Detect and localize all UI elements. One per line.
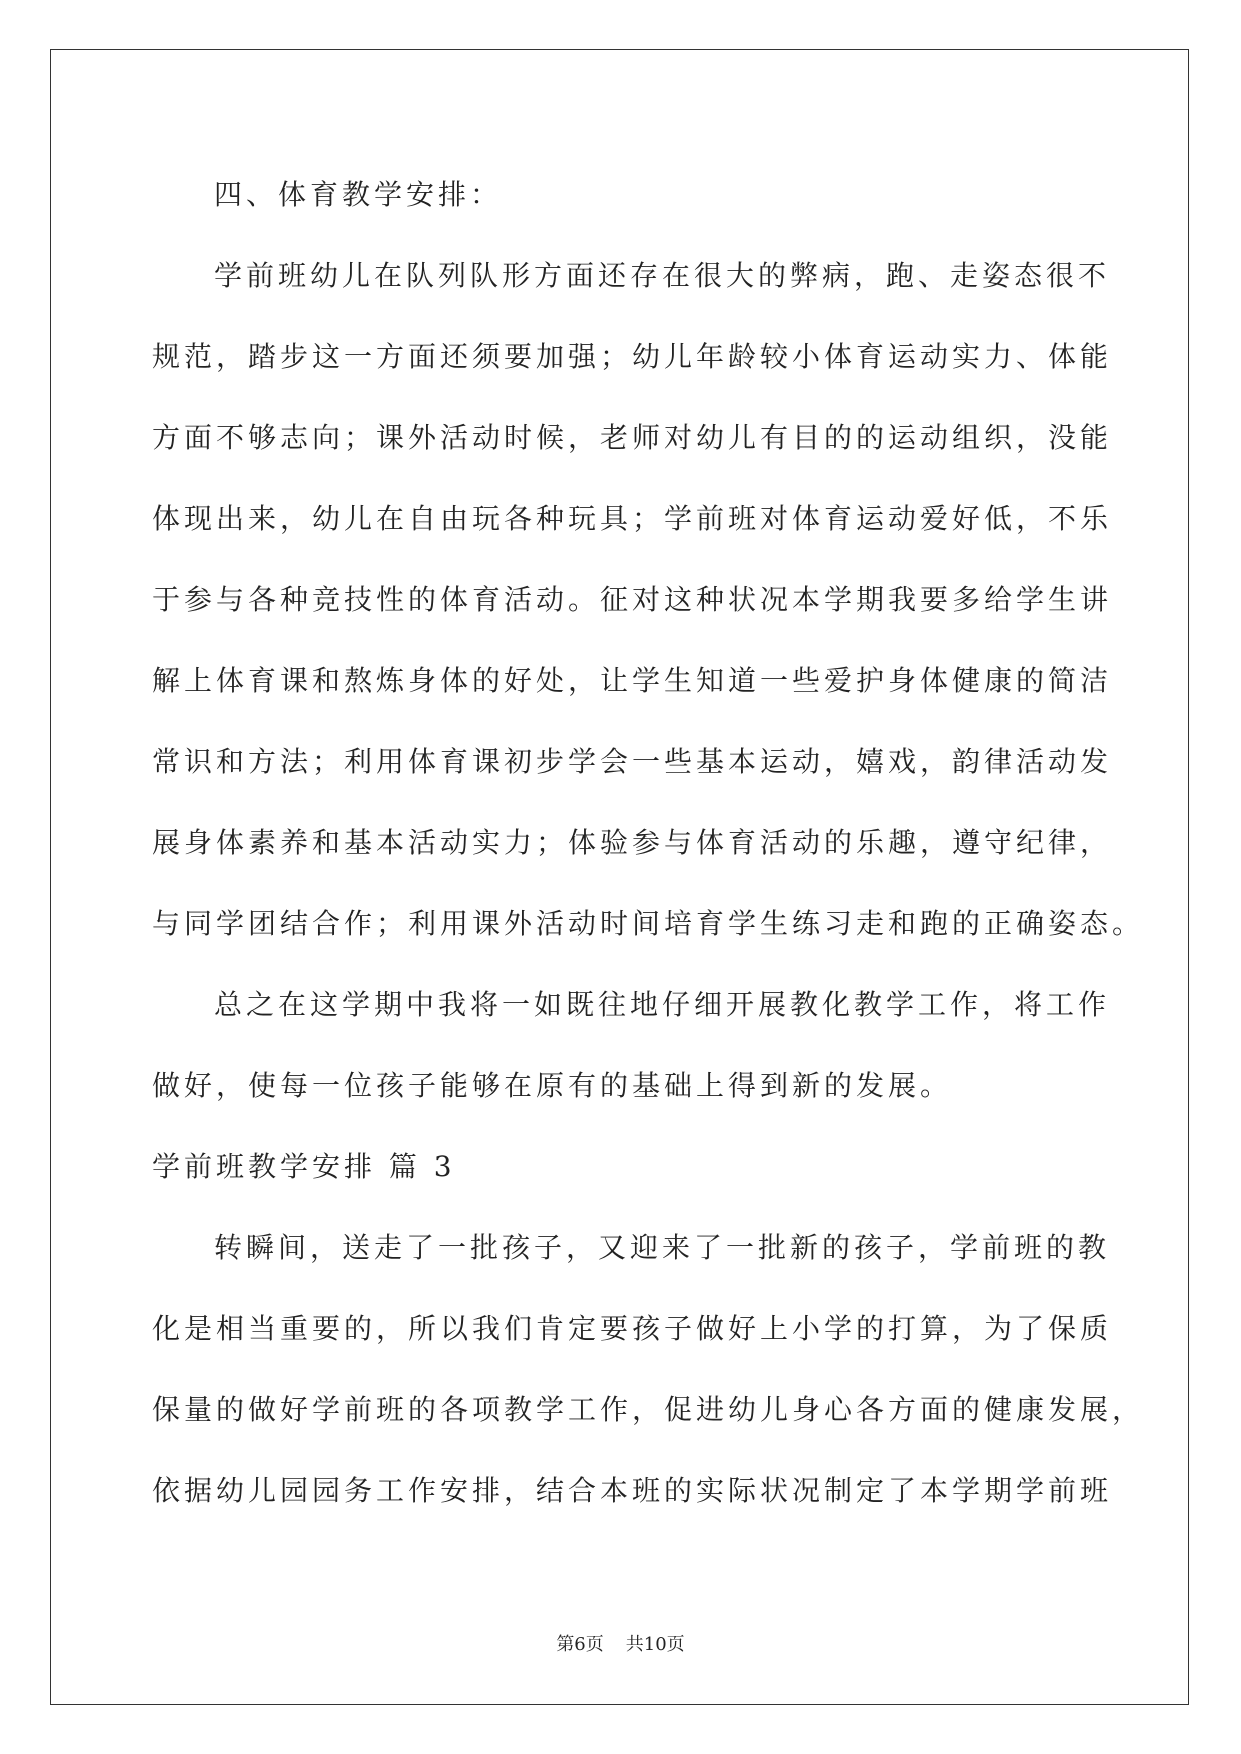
paragraph-line: 常识和方法；利用体育课初步学会一些基本运动，嬉戏，韵律活动发 xyxy=(152,745,1113,778)
document-body xyxy=(152,154,1145,1531)
page-footer xyxy=(0,1630,1241,1660)
paragraph-line: 做好，使每一位孩子能够在原有的基础上得到新的发展。 xyxy=(152,1069,953,1102)
page-number: 第6页 xyxy=(556,1634,604,1655)
paragraph-line: 体现出来，幼儿在自由玩各种玩具；学前班对体育运动爱好低，不乐 xyxy=(152,502,1113,535)
paragraph-line: 保量的做好学前班的各项教学工作，促进幼儿身心各方面的健康发展， xyxy=(152,1393,1145,1426)
paragraph-line: 学前班幼儿在队列队形方面还存在很大的弊病，跑、走姿态很不 xyxy=(214,259,1111,292)
paragraph-line: 依据幼儿园园务工作安排，结合本班的实际状况制定了本学期学前班 xyxy=(152,1474,1113,1507)
paragraph-line: 于参与各种竞技性的体育活动。征对这种状况本学期我要多给学生讲 xyxy=(152,583,1113,616)
paragraph-line: 与同学团结合作；利用课外活动时间培育学生练习走和跑的正确姿态。 xyxy=(152,907,1145,940)
paragraph-line: 展身体素养和基本活动实力；体验参与体育活动的乐趣，遵守纪律， xyxy=(152,826,1113,859)
paragraph-line: 总之在这学期中我将一如既往地仔细开展教化教学工作，将工作 xyxy=(214,988,1111,1021)
paragraph-line: 方面不够志向；课外活动时候，老师对幼儿有目的的运动组织，没能 xyxy=(152,421,1113,454)
paragraph-line: 解上体育课和熬炼身体的好处，让学生知道一些爱护身体健康的简洁 xyxy=(152,664,1113,697)
section-title: 学前班教学安排 篇 3 xyxy=(152,1150,456,1183)
page-total: 共10页 xyxy=(625,1634,685,1655)
paragraph-line: 规范，踏步这一方面还须要加强；幼儿年龄较小体育运动实力、体能 xyxy=(152,340,1113,373)
paragraph-line: 转瞬间，送走了一批孩子，又迎来了一批新的孩子，学前班的教 xyxy=(214,1231,1111,1264)
section-heading: 四、体育教学安排： xyxy=(214,178,503,211)
paragraph-line: 化是相当重要的，所以我们肯定要孩子做好上小学的打算，为了保质 xyxy=(152,1312,1113,1345)
